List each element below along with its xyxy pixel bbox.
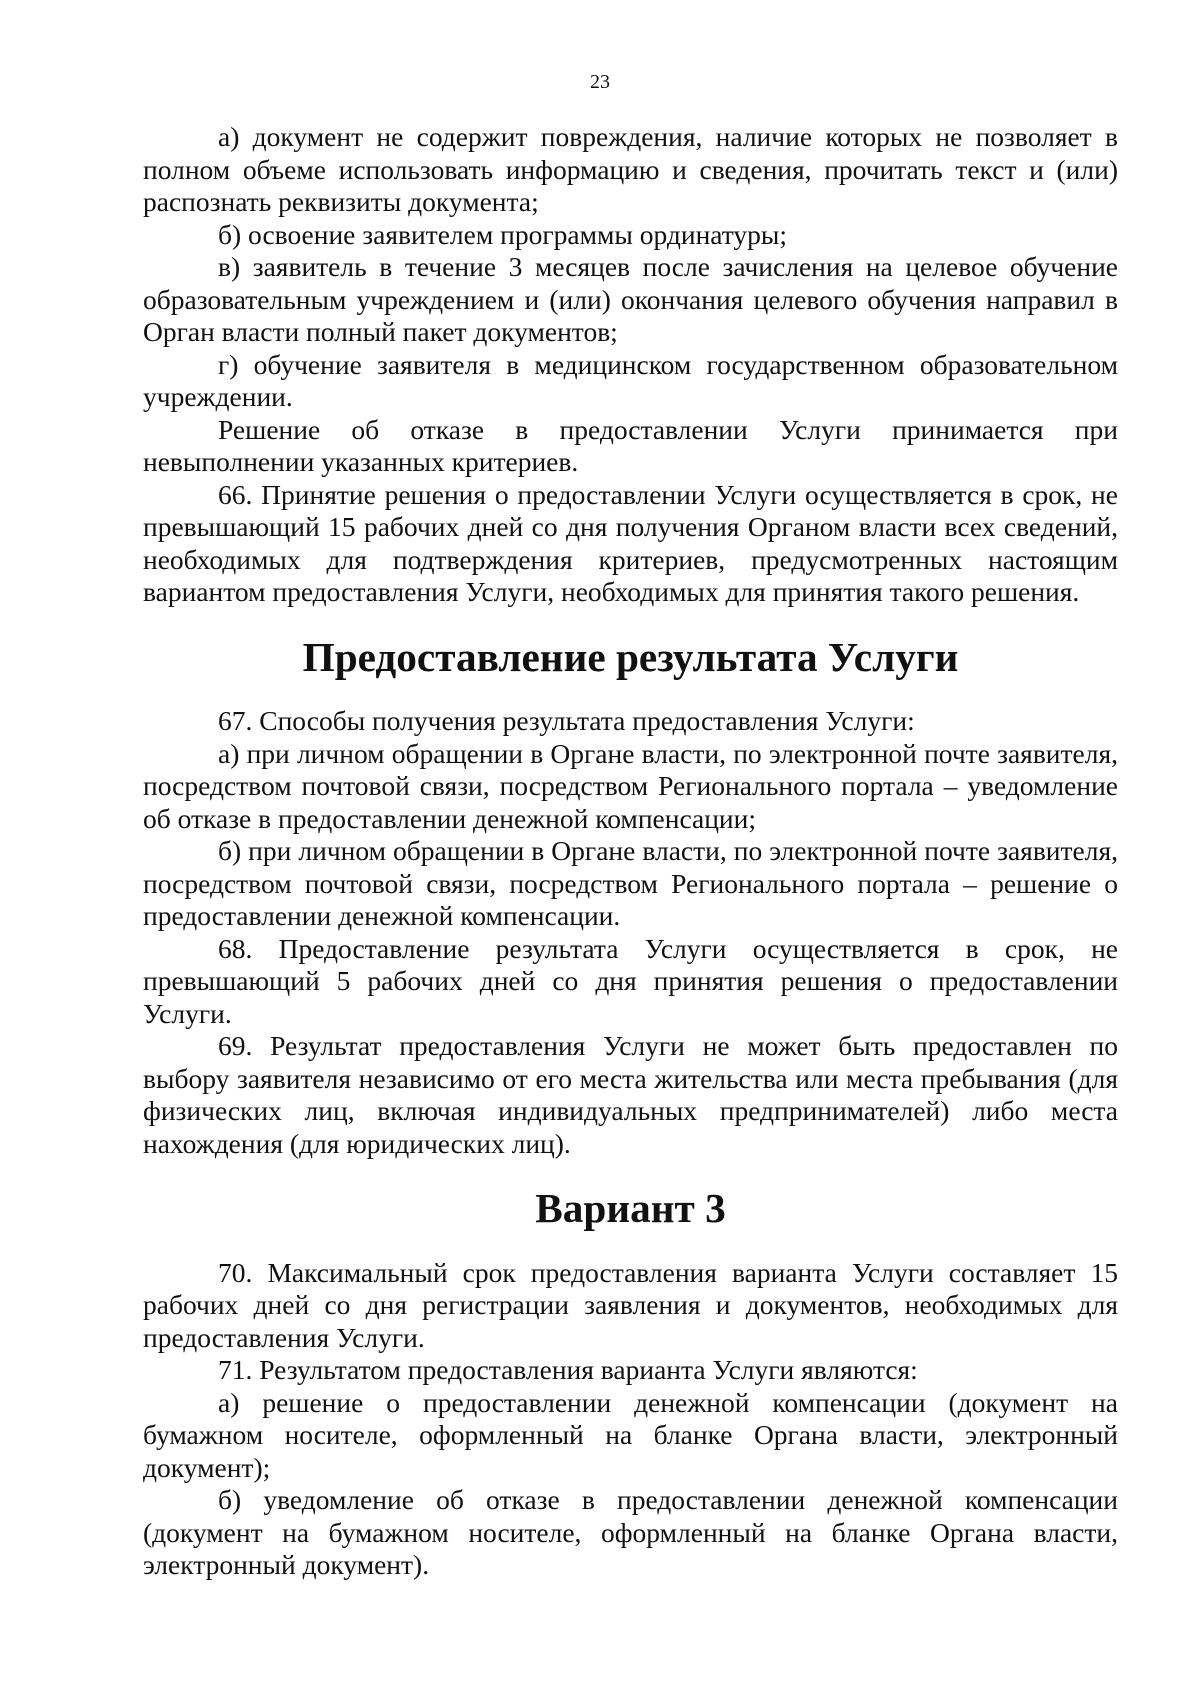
paragraph-67-b: б) при личном обращении в Органе власти, по электронной почте заявителя, посредством почтовой связи, посредством Регионального портала – решение о предоставлении денежной компенсации. <box>143 835 1118 931</box>
paragraph-71-a: а) решение о предоставлении денежной компенсации (документ на бумажном носителе, оформленный на бланке Органа власти, электронный документ); <box>143 1386 1118 1483</box>
paragraph-67-a: а) при личном обращении в Органе власти, по электронной почте заявителя, посредством почтовой связи, посредством Регионального портала – уведомление об отказе в предоставлении денежной компенсации; <box>143 737 1118 834</box>
page-number: 23 <box>590 71 610 93</box>
document-body <box>143 121 1118 1582</box>
paragraph-71: 71. Результатом предоставления варианта Услуги являются: <box>218 1354 918 1385</box>
section-heading-variant-3: Вариант 3 <box>535 1185 726 1231</box>
paragraph-criterion-v: в) заявитель в течение 3 месяцев после зачисления на целевое обучение образовательным учреждением и (или) окончания целевого обучения направил в Орган власти полный пакет документов; <box>143 251 1118 347</box>
paragraph-criterion-g: г) обучение заявителя в медицинском государственном образовательном учреждении. <box>143 348 1118 412</box>
paragraph-69: 69. Результат предоставления Услуги не может быть предоставлен по выбору заявителя независимо от его места жительства или места пребывания (для физических лиц, включая индивидуальных предпринимателей) либо места нахождения (для юридических лиц). <box>143 1030 1118 1159</box>
paragraph-66: 66. Принятие решения о предоставлении Услуги осуществляется в срок, не превышающий 15 рабочих дней со дня получения Органом власти всех сведений, необходимых для подтверждения критериев, предусмотренных настоящим вариантом предоставления Услуги, необходимых для принятия такого решения. <box>143 478 1118 607</box>
section-heading-result: Предоставление результата Услуги <box>302 633 959 680</box>
paragraph-refusal-decision: Решение об отказе в предоставлении Услуги принимается при невыполнении указанных критериев. <box>143 413 1118 477</box>
paragraph-criterion-a: а) документ не содержит повреждения, наличие которых не позволяет в полном объеме использовать информацию и сведения, прочитать текст и (или) распознать реквизиты документа; <box>143 121 1118 217</box>
paragraph-criterion-b: б) освоение заявителем программы ординатуры; <box>218 218 788 250</box>
paragraph-70: 70. Максимальный срок предоставления варианта Услуги составляет 15 рабочих дней со дня регистрации заявления и документов, необходимых для предоставления Услуги. <box>143 1256 1118 1353</box>
paragraph-68: 68. Предоставление результата Услуги осуществляется в срок, не превышающий 5 рабочих дней со дня принятия решения о предоставлении Услуги. <box>143 932 1118 1029</box>
paragraph-71-b: б) уведомление об отказе в предоставлении денежной компенсации (документ на бумажном носителе, оформленный на бланке Органа власти, электронный документ). <box>143 1484 1118 1580</box>
paragraph-67: 67. Способы получения результата предоставления Услуги: <box>218 705 915 736</box>
